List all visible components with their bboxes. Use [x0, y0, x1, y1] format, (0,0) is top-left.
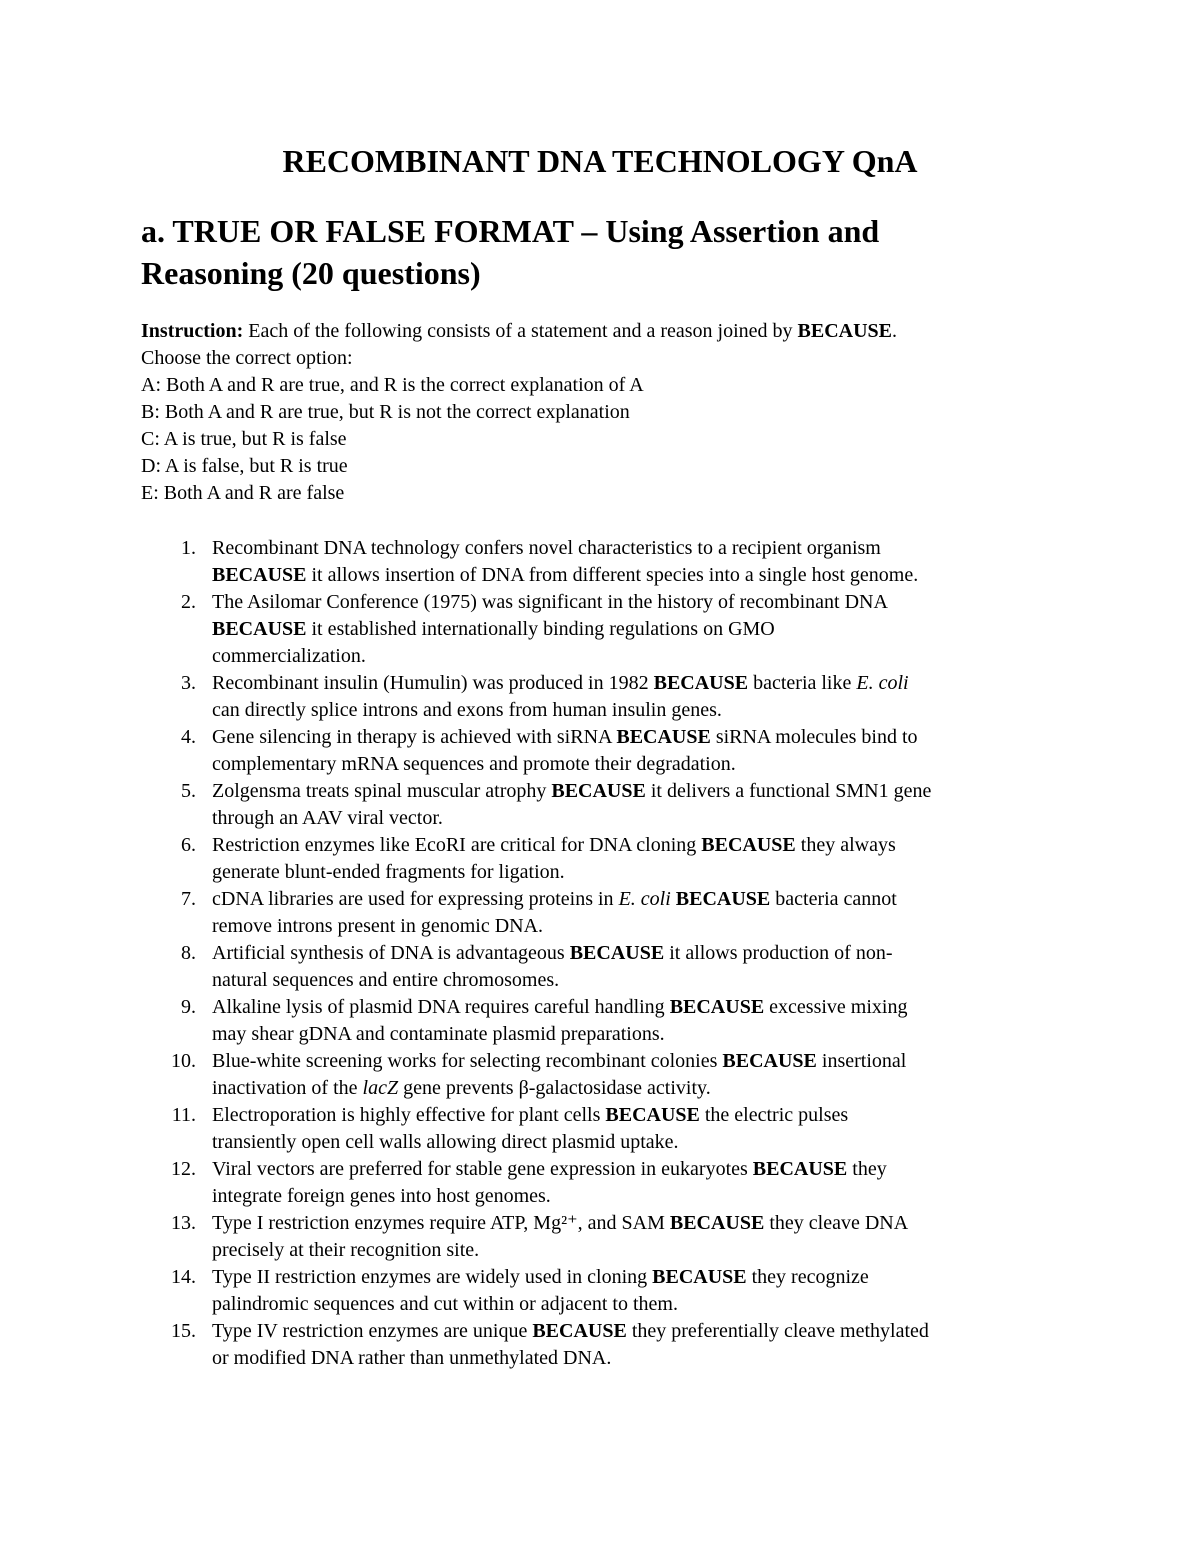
- question-text-segment: or modified DNA rather than unmethylated DNA.: [212, 1347, 612, 1369]
- question-text-line-2: [212, 616, 1081, 643]
- question-number: 11.: [171, 1104, 196, 1126]
- question-text-segment: Electroporation is highly effective for plant cells: [212, 1104, 606, 1126]
- question-text-line-2: [212, 562, 1081, 589]
- italic-term: lacZ: [362, 1077, 399, 1099]
- question-text-line-1: [212, 589, 1081, 616]
- question-text-line-2: [212, 1183, 1081, 1210]
- question-number: 13.: [171, 1212, 196, 1234]
- question-text-segment: the electric pulses: [699, 1104, 849, 1126]
- question-text-segment: Artificial synthesis of DNA is advantageous: [212, 942, 570, 964]
- question-item: [141, 940, 1081, 994]
- instruction-keyword: BECAUSE: [797, 320, 893, 342]
- question-text-segment: palindromic sequences and cut within or adjacent to them.: [212, 1293, 678, 1315]
- question-text-line-1: [212, 940, 1081, 967]
- question-text-segment: it allows insertion of DNA from different species into a single host genome.: [306, 564, 919, 586]
- question-text-segment: it allows production of non-: [664, 942, 893, 964]
- question-item: [141, 1318, 1081, 1372]
- question-number: 8.: [181, 942, 196, 964]
- instruction-text-after: .: [892, 320, 898, 342]
- option-e: E: Both A and R are false: [141, 482, 345, 504]
- question-text-segment: it established internationally binding regulations on GMO: [306, 618, 775, 640]
- because-keyword: BECAUSE: [551, 780, 646, 802]
- question-text-segment: can directly splice introns and exons from human insulin genes.: [212, 699, 722, 721]
- italic-term: E. coli: [856, 672, 909, 694]
- question-text-line-2: [212, 697, 1081, 724]
- question-text-line-1: [212, 1210, 1081, 1237]
- because-keyword: BECAUSE: [752, 1158, 848, 1180]
- question-text-segment: remove introns present in genomic DNA.: [212, 915, 544, 937]
- question-text-segment: bacteria like: [748, 672, 857, 694]
- question-text-line-2: [212, 805, 1081, 832]
- question-text-segment: they cleave DNA: [764, 1212, 909, 1234]
- question-text-line-1: [212, 1318, 1081, 1345]
- question-text-segment: excessive mixing: [764, 996, 908, 1018]
- question-text-segment: through an AAV viral vector.: [212, 807, 443, 829]
- section-heading: [141, 210, 1041, 294]
- instruction-label: Instruction:: [141, 320, 244, 342]
- question-item: [141, 724, 1081, 778]
- question-text-segment: generate blunt-ended fragments for ligation.: [212, 861, 565, 883]
- question-text-line-1: [212, 535, 1081, 562]
- question-text-line-1: [212, 1048, 1081, 1075]
- question-number: 10.: [171, 1050, 196, 1072]
- because-keyword: BECAUSE: [569, 942, 665, 964]
- document-title: RECOMBINANT DNA TECHNOLOGY QnA: [282, 143, 918, 179]
- question-number: 7.: [181, 888, 196, 910]
- question-text-segment: Zolgensma treats spinal muscular atrophy: [212, 780, 552, 802]
- question-text-line-1: [212, 1102, 1081, 1129]
- question-number: 2.: [181, 591, 196, 613]
- italic-term: E. coli: [618, 888, 671, 910]
- question-item: [141, 670, 1081, 724]
- instruction-text-before: Each of the following consists of a statement and a reason joined by: [243, 320, 798, 342]
- because-keyword: BECAUSE: [669, 996, 765, 1018]
- question-text-segment: they always: [795, 834, 896, 856]
- question-item: [141, 994, 1081, 1048]
- because-keyword: BECAUSE: [652, 1266, 747, 1288]
- because-keyword: BECAUSE: [669, 1212, 765, 1234]
- question-text-segment: Alkaline lysis of plasmid DNA requires careful handling: [212, 996, 670, 1018]
- question-text-segment: siRNA molecules bind to: [710, 726, 918, 748]
- question-text-line-2: [212, 1237, 1081, 1264]
- question-number: 3.: [181, 672, 196, 694]
- section-heading-line-2: Reasoning (20 questions): [141, 255, 481, 291]
- option-a: A: Both A and R are true, and R is the correct explanation of A: [141, 374, 644, 396]
- because-keyword: BECAUSE: [616, 726, 711, 748]
- section-heading-line-1: a. TRUE OR FALSE FORMAT – Using Assertion and: [141, 213, 880, 249]
- question-item: [141, 1264, 1081, 1318]
- because-keyword: BECAUSE: [722, 1050, 817, 1072]
- question-item: [141, 1048, 1081, 1102]
- question-text-line-2: [212, 751, 1081, 778]
- question-text-line-2: [212, 1075, 1081, 1102]
- option-b: B: Both A and R are true, but R is not the correct explanation: [141, 401, 630, 423]
- question-text-line-2: [212, 1291, 1081, 1318]
- question-text-line-2: [212, 1021, 1081, 1048]
- question-text-segment: The Asilomar Conference (1975) was significant in the history of recombinant DNA: [212, 591, 888, 613]
- question-text-segment: may shear gDNA and contaminate plasmid preparations.: [212, 1023, 665, 1045]
- question-text-segment: complementary mRNA sequences and promote their degradation.: [212, 753, 736, 775]
- because-keyword: BECAUSE: [605, 1104, 700, 1126]
- because-keyword: BECAUSE: [675, 888, 771, 910]
- question-text-segment: they: [847, 1158, 887, 1180]
- question-text-segment: natural sequences and entire chromosomes.: [212, 969, 560, 991]
- question-text-segment: they recognize: [746, 1266, 869, 1288]
- because-keyword: BECAUSE: [701, 834, 796, 856]
- question-text-segment: Restriction enzymes like EcoRI are critical for DNA cloning: [212, 834, 702, 856]
- instructions-block: [141, 318, 1081, 507]
- question-text-segment: integrate foreign genes into host genomes.: [212, 1185, 551, 1207]
- instruction-choose: Choose the correct option:: [141, 347, 353, 369]
- question-text-segment: Recombinant DNA technology confers novel characteristics to a recipient organism: [212, 537, 881, 559]
- question-text-segment: Type I restriction enzymes require ATP, Mg²⁺, and SAM: [212, 1212, 670, 1234]
- option-c: C: A is true, but R is false: [141, 428, 347, 450]
- question-text-line-1: [212, 886, 1081, 913]
- question-text-segment: Viral vectors are preferred for stable gene expression in eukaryotes: [212, 1158, 753, 1180]
- question-item: [141, 1102, 1081, 1156]
- question-text-line-1: [212, 724, 1081, 751]
- instruction-line: [141, 318, 1081, 345]
- question-text-line-1: [212, 1264, 1081, 1291]
- question-text-line-1: [212, 994, 1081, 1021]
- question-text-line-3: [212, 643, 1081, 670]
- question-item: [141, 778, 1081, 832]
- question-text-segment: precisely at their recognition site.: [212, 1239, 480, 1261]
- question-text-line-2: [212, 1129, 1081, 1156]
- question-text-segment: it delivers a functional SMN1 gene: [645, 780, 932, 802]
- question-number: 12.: [171, 1158, 196, 1180]
- question-number: 9.: [181, 996, 196, 1018]
- question-item: [141, 535, 1081, 589]
- question-text-segment: inactivation of the: [212, 1077, 363, 1099]
- question-text-segment: bacteria cannot: [770, 888, 897, 910]
- question-text-line-1: [212, 1156, 1081, 1183]
- because-keyword: BECAUSE: [532, 1320, 627, 1342]
- question-number: 1.: [181, 537, 196, 559]
- question-text-line-2: [212, 967, 1081, 994]
- question-item: [141, 886, 1081, 940]
- because-keyword: BECAUSE: [212, 618, 307, 640]
- option-d: D: A is false, but R is true: [141, 455, 348, 477]
- because-keyword: BECAUSE: [212, 564, 307, 586]
- question-text-line-2: [212, 1345, 1081, 1372]
- question-item: [141, 1156, 1081, 1210]
- question-number: 6.: [181, 834, 196, 856]
- question-list: [141, 535, 1081, 1372]
- question-text-line-1: [212, 832, 1081, 859]
- question-text-segment: cDNA libraries are used for expressing proteins in: [212, 888, 619, 910]
- question-text-line-1: [212, 778, 1081, 805]
- question-text-segment: gene prevents β-galactosidase activity.: [398, 1077, 711, 1099]
- question-text-segment: they preferentially cleave methylated: [626, 1320, 929, 1342]
- question-number: 14.: [171, 1266, 196, 1288]
- question-text-segment: Type IV restriction enzymes are unique: [212, 1320, 533, 1342]
- question-text-segment: insertional: [816, 1050, 907, 1072]
- question-text-segment: Recombinant insulin (Humulin) was produced in 1982: [212, 672, 654, 694]
- question-text-segment: Blue-white screening works for selecting recombinant colonies: [212, 1050, 723, 1072]
- question-text-line-1: [212, 670, 1081, 697]
- because-keyword: BECAUSE: [653, 672, 749, 694]
- question-item: [141, 832, 1081, 886]
- question-text-segment: transiently open cell walls allowing direct plasmid uptake.: [212, 1131, 679, 1153]
- question-text-line-2: [212, 859, 1081, 886]
- question-text-segment: Gene silencing in therapy is achieved with siRNA: [212, 726, 617, 748]
- question-number: 5.: [181, 780, 196, 802]
- question-number: 4.: [181, 726, 196, 748]
- question-text-segment: Type II restriction enzymes are widely used in cloning: [212, 1266, 653, 1288]
- question-item: [141, 589, 1081, 670]
- question-text-segment: commercialization.: [212, 645, 366, 667]
- question-item: [141, 1210, 1081, 1264]
- question-number: 15.: [171, 1320, 196, 1342]
- question-text-line-2: [212, 913, 1081, 940]
